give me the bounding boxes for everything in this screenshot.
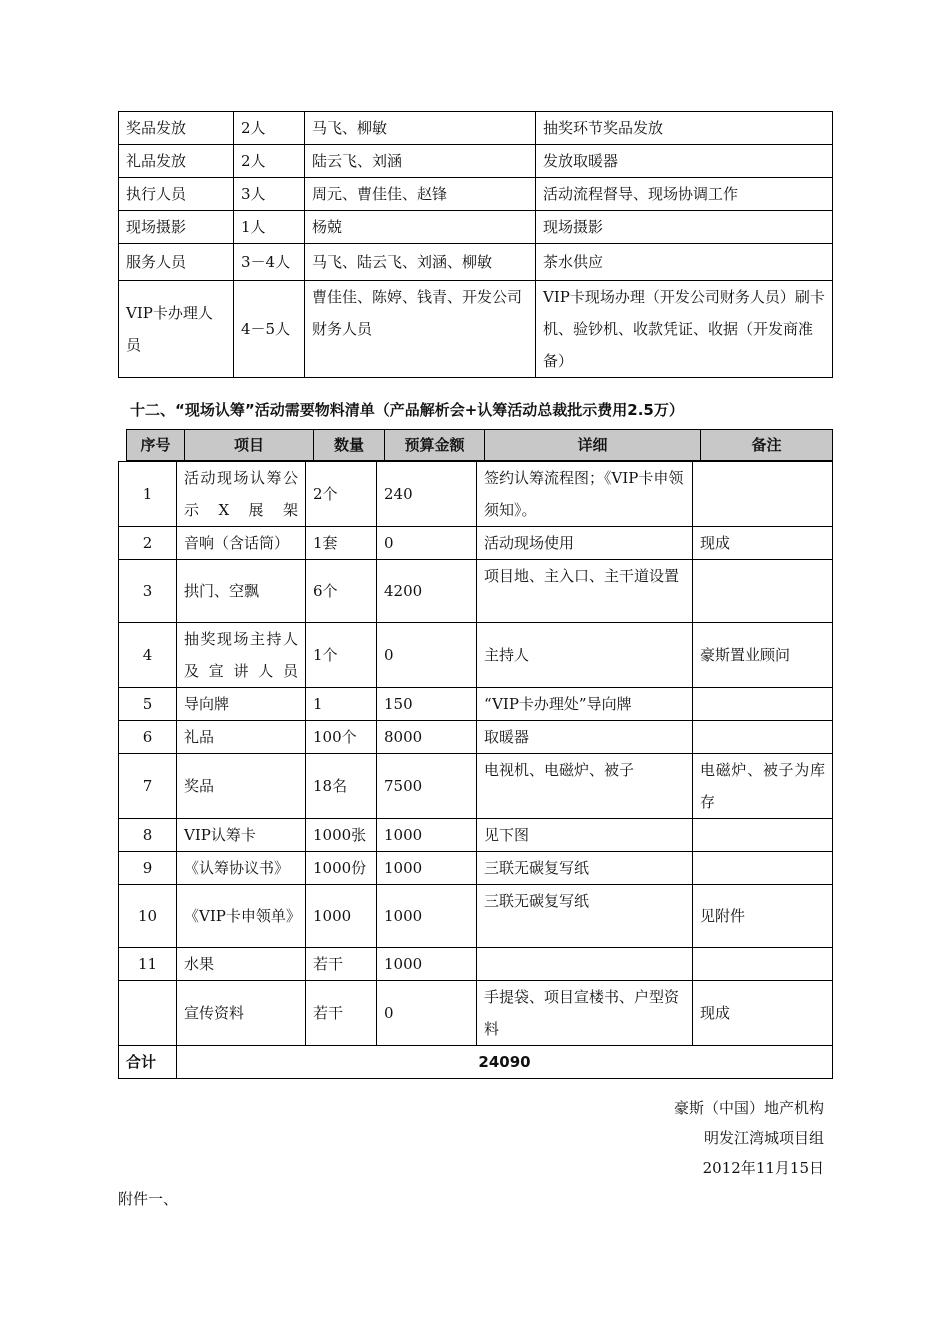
item-name: 礼品 — [177, 721, 306, 754]
staff-duty: 发放取暖器 — [536, 145, 833, 178]
item-name: 宣传资料 — [177, 981, 306, 1046]
item-quantity: 1套 — [306, 527, 377, 560]
staff-people: 马飞、柳敏 — [305, 112, 536, 145]
item-name: 导向牌 — [177, 688, 306, 721]
row-number: 8 — [119, 819, 177, 852]
table-row — [119, 688, 833, 721]
item-budget: 1000 — [377, 948, 477, 981]
item-quantity: 18名 — [306, 754, 377, 819]
staff-people: 周元、曹佳佳、赵锋 — [305, 178, 536, 211]
table-row — [119, 527, 833, 560]
item-quantity: 6个 — [306, 560, 377, 623]
item-note — [693, 462, 833, 527]
item-name: 音响（含话筒） — [177, 527, 306, 560]
item-name: 《认筹协议书》 — [177, 852, 306, 885]
staff-duty: VIP卡现场办理（开发公司财务人员）刷卡机、验钞机、收款凭证、收据（开发商准备） — [536, 281, 833, 378]
table-row — [119, 211, 833, 244]
item-name: 抽奖现场主持人及宣讲人员 — [177, 623, 306, 688]
item-budget: 0 — [377, 981, 477, 1046]
item-quantity: 1000张 — [306, 819, 377, 852]
staff-role: 奖品发放 — [119, 112, 234, 145]
item-note — [693, 852, 833, 885]
item-note — [693, 721, 833, 754]
item-budget: 1000 — [377, 852, 477, 885]
item-quantity: 1 — [306, 688, 377, 721]
table-row — [119, 885, 833, 948]
item-note: 现成 — [693, 527, 833, 560]
table-row — [119, 244, 833, 281]
staff-role: 执行人员 — [119, 178, 234, 211]
table-row — [119, 145, 833, 178]
item-quantity: 100个 — [306, 721, 377, 754]
table-row — [119, 178, 833, 211]
column-header: 项目 — [185, 430, 314, 461]
staff-people: 杨兢 — [305, 211, 536, 244]
item-note — [693, 688, 833, 721]
row-number: 9 — [119, 852, 177, 885]
item-detail: 项目地、主入口、主干道设置 — [477, 560, 693, 623]
staff-count: 2人 — [234, 112, 305, 145]
item-quantity: 2个 — [306, 462, 377, 527]
staff-people: 陆云飞、刘涵 — [305, 145, 536, 178]
item-note — [693, 948, 833, 981]
item-budget: 150 — [377, 688, 477, 721]
item-detail: 三联无碳复写纸 — [477, 885, 693, 948]
row-number: 3 — [119, 560, 177, 623]
item-name: 活动现场认筹公示X展架 — [177, 462, 306, 527]
item-note — [693, 819, 833, 852]
item-note: 见附件 — [693, 885, 833, 948]
item-budget: 240 — [377, 462, 477, 527]
item-detail: 活动现场使用 — [477, 527, 693, 560]
item-quantity: 1000份 — [306, 852, 377, 885]
table-row — [119, 112, 833, 145]
item-quantity: 1000 — [306, 885, 377, 948]
column-header: 详细 — [485, 430, 701, 461]
row-number: 10 — [119, 885, 177, 948]
item-detail: 电视机、电磁炉、被子 — [477, 754, 693, 819]
signature-date: 2012年11月15日 — [702, 1159, 824, 1177]
item-quantity: 若干 — [306, 948, 377, 981]
item-detail: 签约认筹流程图；《VIP卡申领须知》。 — [477, 462, 693, 527]
item-name: VIP认筹卡 — [177, 819, 306, 852]
staff-people: 马飞、陆云飞、刘涵、柳敏 — [305, 244, 536, 281]
item-quantity: 1个 — [306, 623, 377, 688]
staff-duty: 茶水供应 — [536, 244, 833, 281]
item-budget: 1000 — [377, 819, 477, 852]
row-number — [119, 981, 177, 1046]
item-note: 豪斯置业顾问 — [693, 623, 833, 688]
table-row — [119, 852, 833, 885]
table-row — [119, 623, 833, 688]
total-row — [119, 1046, 833, 1079]
item-detail: “VIP卡办理处”导向牌 — [477, 688, 693, 721]
staff-duty: 现场摄影 — [536, 211, 833, 244]
staff-role: VIP卡办理人员 — [119, 281, 234, 378]
total-value: 24090 — [177, 1046, 833, 1079]
row-number: 11 — [119, 948, 177, 981]
row-number: 5 — [119, 688, 177, 721]
item-name: 奖品 — [177, 754, 306, 819]
material-table — [118, 461, 833, 1079]
item-note — [693, 560, 833, 623]
total-label: 合计 — [119, 1046, 177, 1079]
header-row — [127, 430, 833, 461]
column-header: 序号 — [127, 430, 185, 461]
staff-count: 3－4人 — [234, 244, 305, 281]
column-header: 备注 — [701, 430, 833, 461]
item-detail: 见下图 — [477, 819, 693, 852]
staff-count: 1人 — [234, 211, 305, 244]
item-budget: 7500 — [377, 754, 477, 819]
item-budget: 4200 — [377, 560, 477, 623]
item-note: 电磁炉、被子为库存 — [693, 754, 833, 819]
table-row — [119, 721, 833, 754]
item-name: 《VIP卡申领单》 — [177, 885, 306, 948]
item-detail: 取暖器 — [477, 721, 693, 754]
item-note: 现成 — [693, 981, 833, 1046]
table-row — [119, 981, 833, 1046]
item-budget: 0 — [377, 527, 477, 560]
row-number: 1 — [119, 462, 177, 527]
staff-count: 2人 — [234, 145, 305, 178]
staff-count: 3人 — [234, 178, 305, 211]
table-row — [119, 819, 833, 852]
staff-count: 4－5人 — [234, 281, 305, 378]
item-budget: 1000 — [377, 885, 477, 948]
staff-role: 服务人员 — [119, 244, 234, 281]
staff-role: 现场摄影 — [119, 211, 234, 244]
staff-duty: 活动流程督导、现场协调工作 — [536, 178, 833, 211]
section-heading: 十二、“现场认筹”活动需要物料清单（产品解析会+认筹活动总裁批示费用2.5万） — [130, 401, 684, 419]
attachment-label: 附件一、 — [118, 1190, 179, 1208]
table-row — [119, 754, 833, 819]
item-quantity: 若干 — [306, 981, 377, 1046]
item-detail: 主持人 — [477, 623, 693, 688]
item-detail: 三联无碳复写纸 — [477, 852, 693, 885]
signature-org: 豪斯（中国）地产机构 — [673, 1099, 824, 1117]
column-header: 预算金额 — [385, 430, 485, 461]
item-detail: 手提袋、项目宣楼书、户型资料 — [477, 981, 693, 1046]
row-number: 6 — [119, 721, 177, 754]
staff-people: 曹佳佳、陈婷、钱青、开发公司财务人员 — [305, 281, 536, 378]
row-number: 7 — [119, 754, 177, 819]
item-detail — [477, 948, 693, 981]
item-budget: 0 — [377, 623, 477, 688]
item-name: 水果 — [177, 948, 306, 981]
column-header: 数量 — [314, 430, 385, 461]
staff-role: 礼品发放 — [119, 145, 234, 178]
staff-table — [118, 111, 833, 378]
table-row — [119, 462, 833, 527]
signature-group: 明发江湾城项目组 — [703, 1129, 824, 1147]
table-row — [119, 281, 833, 378]
item-budget: 8000 — [377, 721, 477, 754]
item-name: 拱门、空飘 — [177, 560, 306, 623]
row-number: 2 — [119, 527, 177, 560]
row-number: 4 — [119, 623, 177, 688]
table-row — [119, 560, 833, 623]
material-table-header — [126, 429, 833, 461]
staff-duty: 抽奖环节奖品发放 — [536, 112, 833, 145]
table-row — [119, 948, 833, 981]
